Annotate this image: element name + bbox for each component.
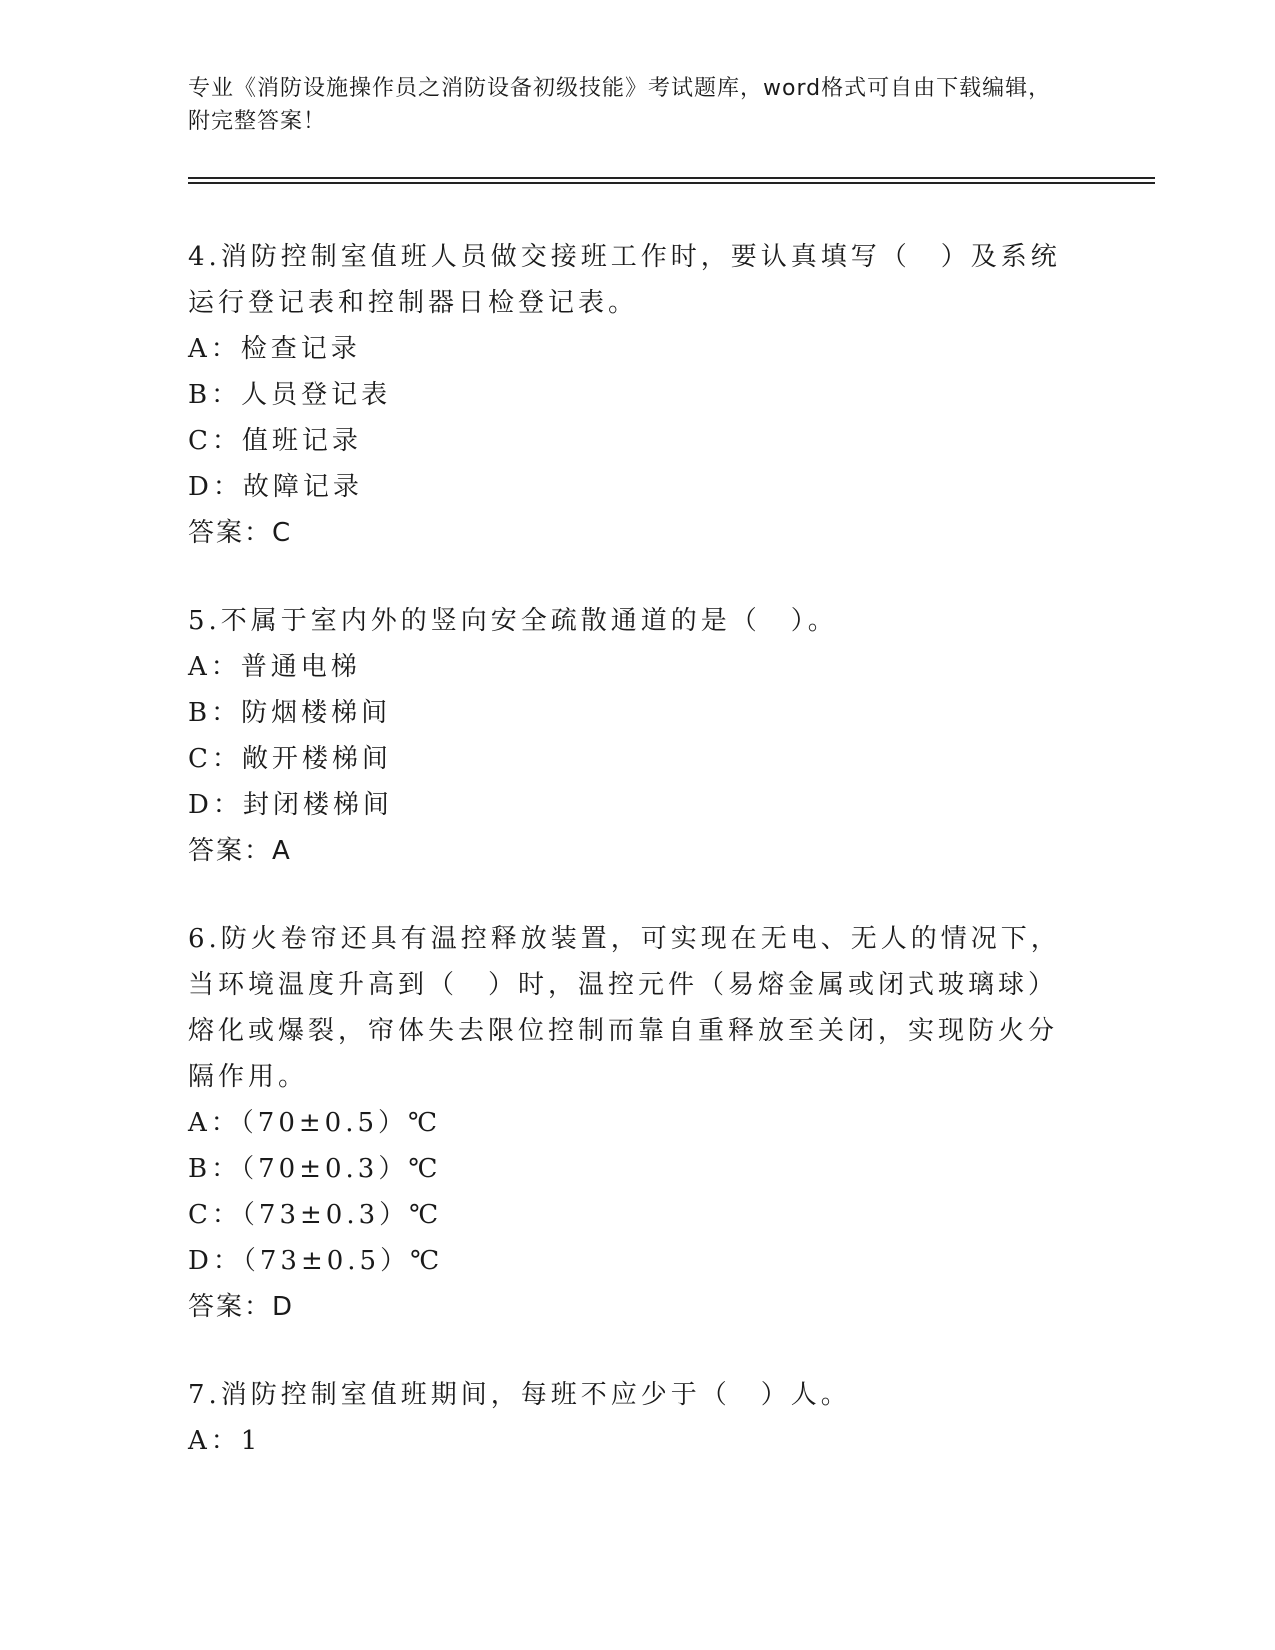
option-d (188, 1238, 1068, 1284)
header-divider-top (188, 177, 1155, 179)
option-label: D： (188, 790, 243, 820)
question-stem: 7.消防控制室值班期间，每班不应少于（ ）人。 (188, 1380, 851, 1410)
option-c (188, 1192, 1068, 1238)
option-b (188, 1146, 1068, 1192)
option-text: 普通电梯 (240, 652, 361, 682)
option-label: B： (188, 1154, 242, 1184)
option-c (188, 736, 1068, 782)
option-d (188, 464, 1068, 510)
option-label: C： (188, 426, 242, 456)
option-text: （70±0.3）℃ (241, 1154, 442, 1184)
option-label: C： (188, 744, 242, 774)
question-7 (188, 1372, 1068, 1464)
question-6 (188, 916, 1068, 1330)
answer-value: D (272, 1292, 295, 1322)
answer-line (188, 1284, 1068, 1330)
question-stem: 6.防火卷帘还具有温控释放装置，可实现在无电、无人的情况下，当环境温度升高到（ ）时，温控元件（易熔金属或闭式玻璃球）熔化或爆裂，帘体失去限位控制而靠自重释放至关闭，实现防火分隔作用。 (188, 924, 1061, 1092)
option-a (188, 1418, 1068, 1464)
option-b (188, 690, 1068, 736)
header-divider-bottom (188, 182, 1155, 184)
document-header: 专业《消防设施操作员之消防设备初级技能》考试题库，word格式可自由下载编辑，附完整答案！ (188, 76, 1052, 134)
question-4 (188, 234, 1068, 556)
answer-label: 答案： (188, 836, 273, 866)
option-label: B： (188, 698, 242, 728)
option-c (188, 418, 1068, 464)
option-label: C： (188, 1200, 242, 1230)
question-stem: 5.不属于室内外的竖向安全疏散通道的是（ ）。 (188, 606, 838, 636)
option-text: 人员登记表 (241, 380, 392, 410)
option-text: （70±0.5）℃ (240, 1108, 442, 1138)
option-text: （73±0.5）℃ (242, 1246, 444, 1276)
option-text: 故障记录 (242, 472, 363, 502)
option-label: A： (188, 1108, 241, 1138)
option-text: 1 (240, 1426, 262, 1456)
answer-label: 答案： (188, 518, 273, 548)
option-text: 防烟楼梯间 (241, 698, 392, 728)
option-a (188, 1100, 1068, 1146)
option-label: B： (188, 380, 242, 410)
question-stem: 4.消防控制室值班人员做交接班工作时，要认真填写（ ）及系统运行登记表和控制器日检登记表。 (188, 242, 1061, 318)
question-5 (188, 598, 1068, 874)
answer-value: A (272, 836, 292, 866)
option-b (188, 372, 1068, 418)
question-list (188, 234, 1068, 1506)
option-label: A： (188, 652, 241, 682)
answer-label: 答案： (188, 1292, 273, 1322)
option-d (188, 782, 1068, 828)
answer-value: C (272, 518, 293, 548)
option-label: D： (188, 1246, 243, 1276)
option-text: 封闭楼梯间 (242, 790, 393, 820)
option-a (188, 644, 1068, 690)
option-text: （73±0.3）℃ (241, 1200, 443, 1230)
option-text: 敞开楼梯间 (241, 744, 392, 774)
option-label: D： (188, 472, 243, 502)
option-label: A： (188, 334, 241, 364)
option-text: 检查记录 (240, 334, 361, 364)
option-a (188, 326, 1068, 372)
option-text: 值班记录 (241, 426, 362, 456)
answer-line (188, 510, 1068, 556)
option-label: A： (188, 1426, 241, 1456)
answer-line (188, 828, 1068, 874)
